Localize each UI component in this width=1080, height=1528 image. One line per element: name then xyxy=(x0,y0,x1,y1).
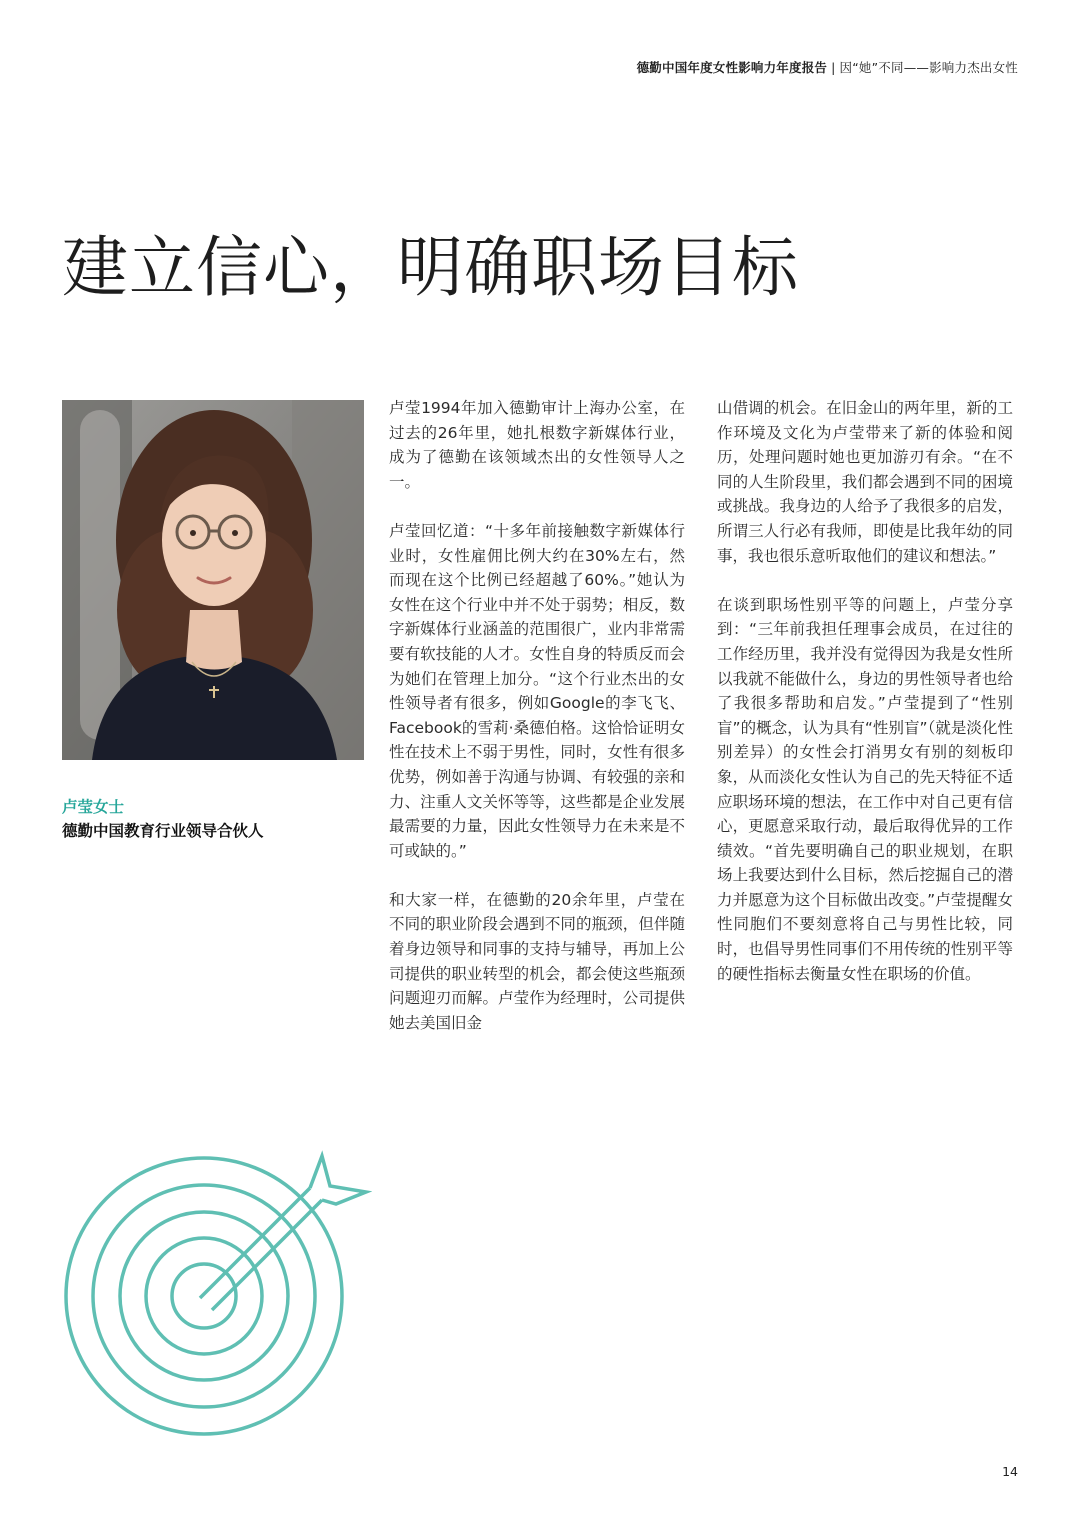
target-arrow-icon xyxy=(60,1150,372,1440)
profile-name: 卢莹女士 xyxy=(62,798,125,816)
paragraph: 在谈到职场性别平等的问题上，卢莹分享到：“三年前我担任理事会成员，在过往的工作经历里，我并没有觉得因为我是女性所以我就不能做什么，身边的男性领导者也给了我很多帮助和启发。”卢莹提到了“性别盲”的概念，认为具有“性别盲”（就是淡化性别差异）的女性会打消男女有别的刻板印象，从而淡化女性认为自己的先天特征不适应职场环境的想法，在工作中对自己更有信心，更愿意采取行动，最后取得优异的工作绩效。“首先要明确自己的职业规划，在职场上我要达到什么目标，然后挖掘自己的潜力并愿意为这个目标做出改变。”卢莹提醒女性同胞们不要刻意将自己与男性比较，同时，也倡导男性同事们不用传统的性别平等的硬性指标去衡量女性在职场的价值。 xyxy=(717,595,1013,983)
report-subtitle: 因“她”不同——影响力杰出女性 xyxy=(839,60,1018,75)
paragraph: 和大家一样，在德勤的20余年里，卢莹在不同的职业阶段会遇到不同的瓶颈，但伴随着身边领导和同事的支持与辅导，再加上公司提供的职业转型的机会，都会使这些瓶颈问题迎刃而解。卢莹作为经理时，公司提供她去美国旧金 xyxy=(389,890,685,1032)
report-header xyxy=(637,58,1018,76)
page-title: 建立信心，明确职场目标 xyxy=(62,229,799,306)
body-column-2 xyxy=(717,396,1013,1011)
profile-role: 德勤中国教育行业领导合伙人 xyxy=(62,822,264,840)
paragraph: 卢莹回忆道：“十多年前接触数字新媒体行业时，女性雇佣比例大约在30%左右，然而现在这个比例已经超越了60%。”她认为女性在这个行业中并不处于弱势；相反，数字新媒体行业涵盖的范围很广，业内非常需要有软技能的人才。女性自身的特质反而会为她们在管理上加分。“这个行业杰出的女性领导者有很多，例如Google的李飞飞、Facebook的雪莉·桑德伯格。这恰恰证明女性在技术上不弱于男性，同时，女性有很多优势，例如善于沟通与协调、有较强的亲和力、注重人文关怀等等，这些都是企业发展最需要的力量，因此女性领导力在未来是不可或缺的。” xyxy=(389,521,685,860)
paragraph: 卢莹1994年加入德勤审计上海办公室，在过去的26年里，她扎根数字新媒体行业，成为了德勤在该领域杰出的女性领导人之一。 xyxy=(389,399,685,491)
body-column-1 xyxy=(389,396,685,1060)
report-title: 德勤中国年度女性影响力年度报告 xyxy=(636,60,828,75)
page-number: 14 xyxy=(1002,1464,1018,1479)
header-separator: | xyxy=(831,60,836,75)
portrait-photo xyxy=(62,400,364,760)
paragraph: 山借调的机会。在旧金山的两年里，新的工作环境及文化为卢莹带来了新的体验和阅历，处理问题时她也更加游刃有余。“在不同的人生阶段里，我们都会遇到不同的困境或挑战。我身边的人给予了我很多的启发，所谓三人行必有我师，即使是比我年幼的同事，我也很乐意听取他们的建议和想法。” xyxy=(717,399,1013,565)
portrait-illustration xyxy=(62,400,364,760)
